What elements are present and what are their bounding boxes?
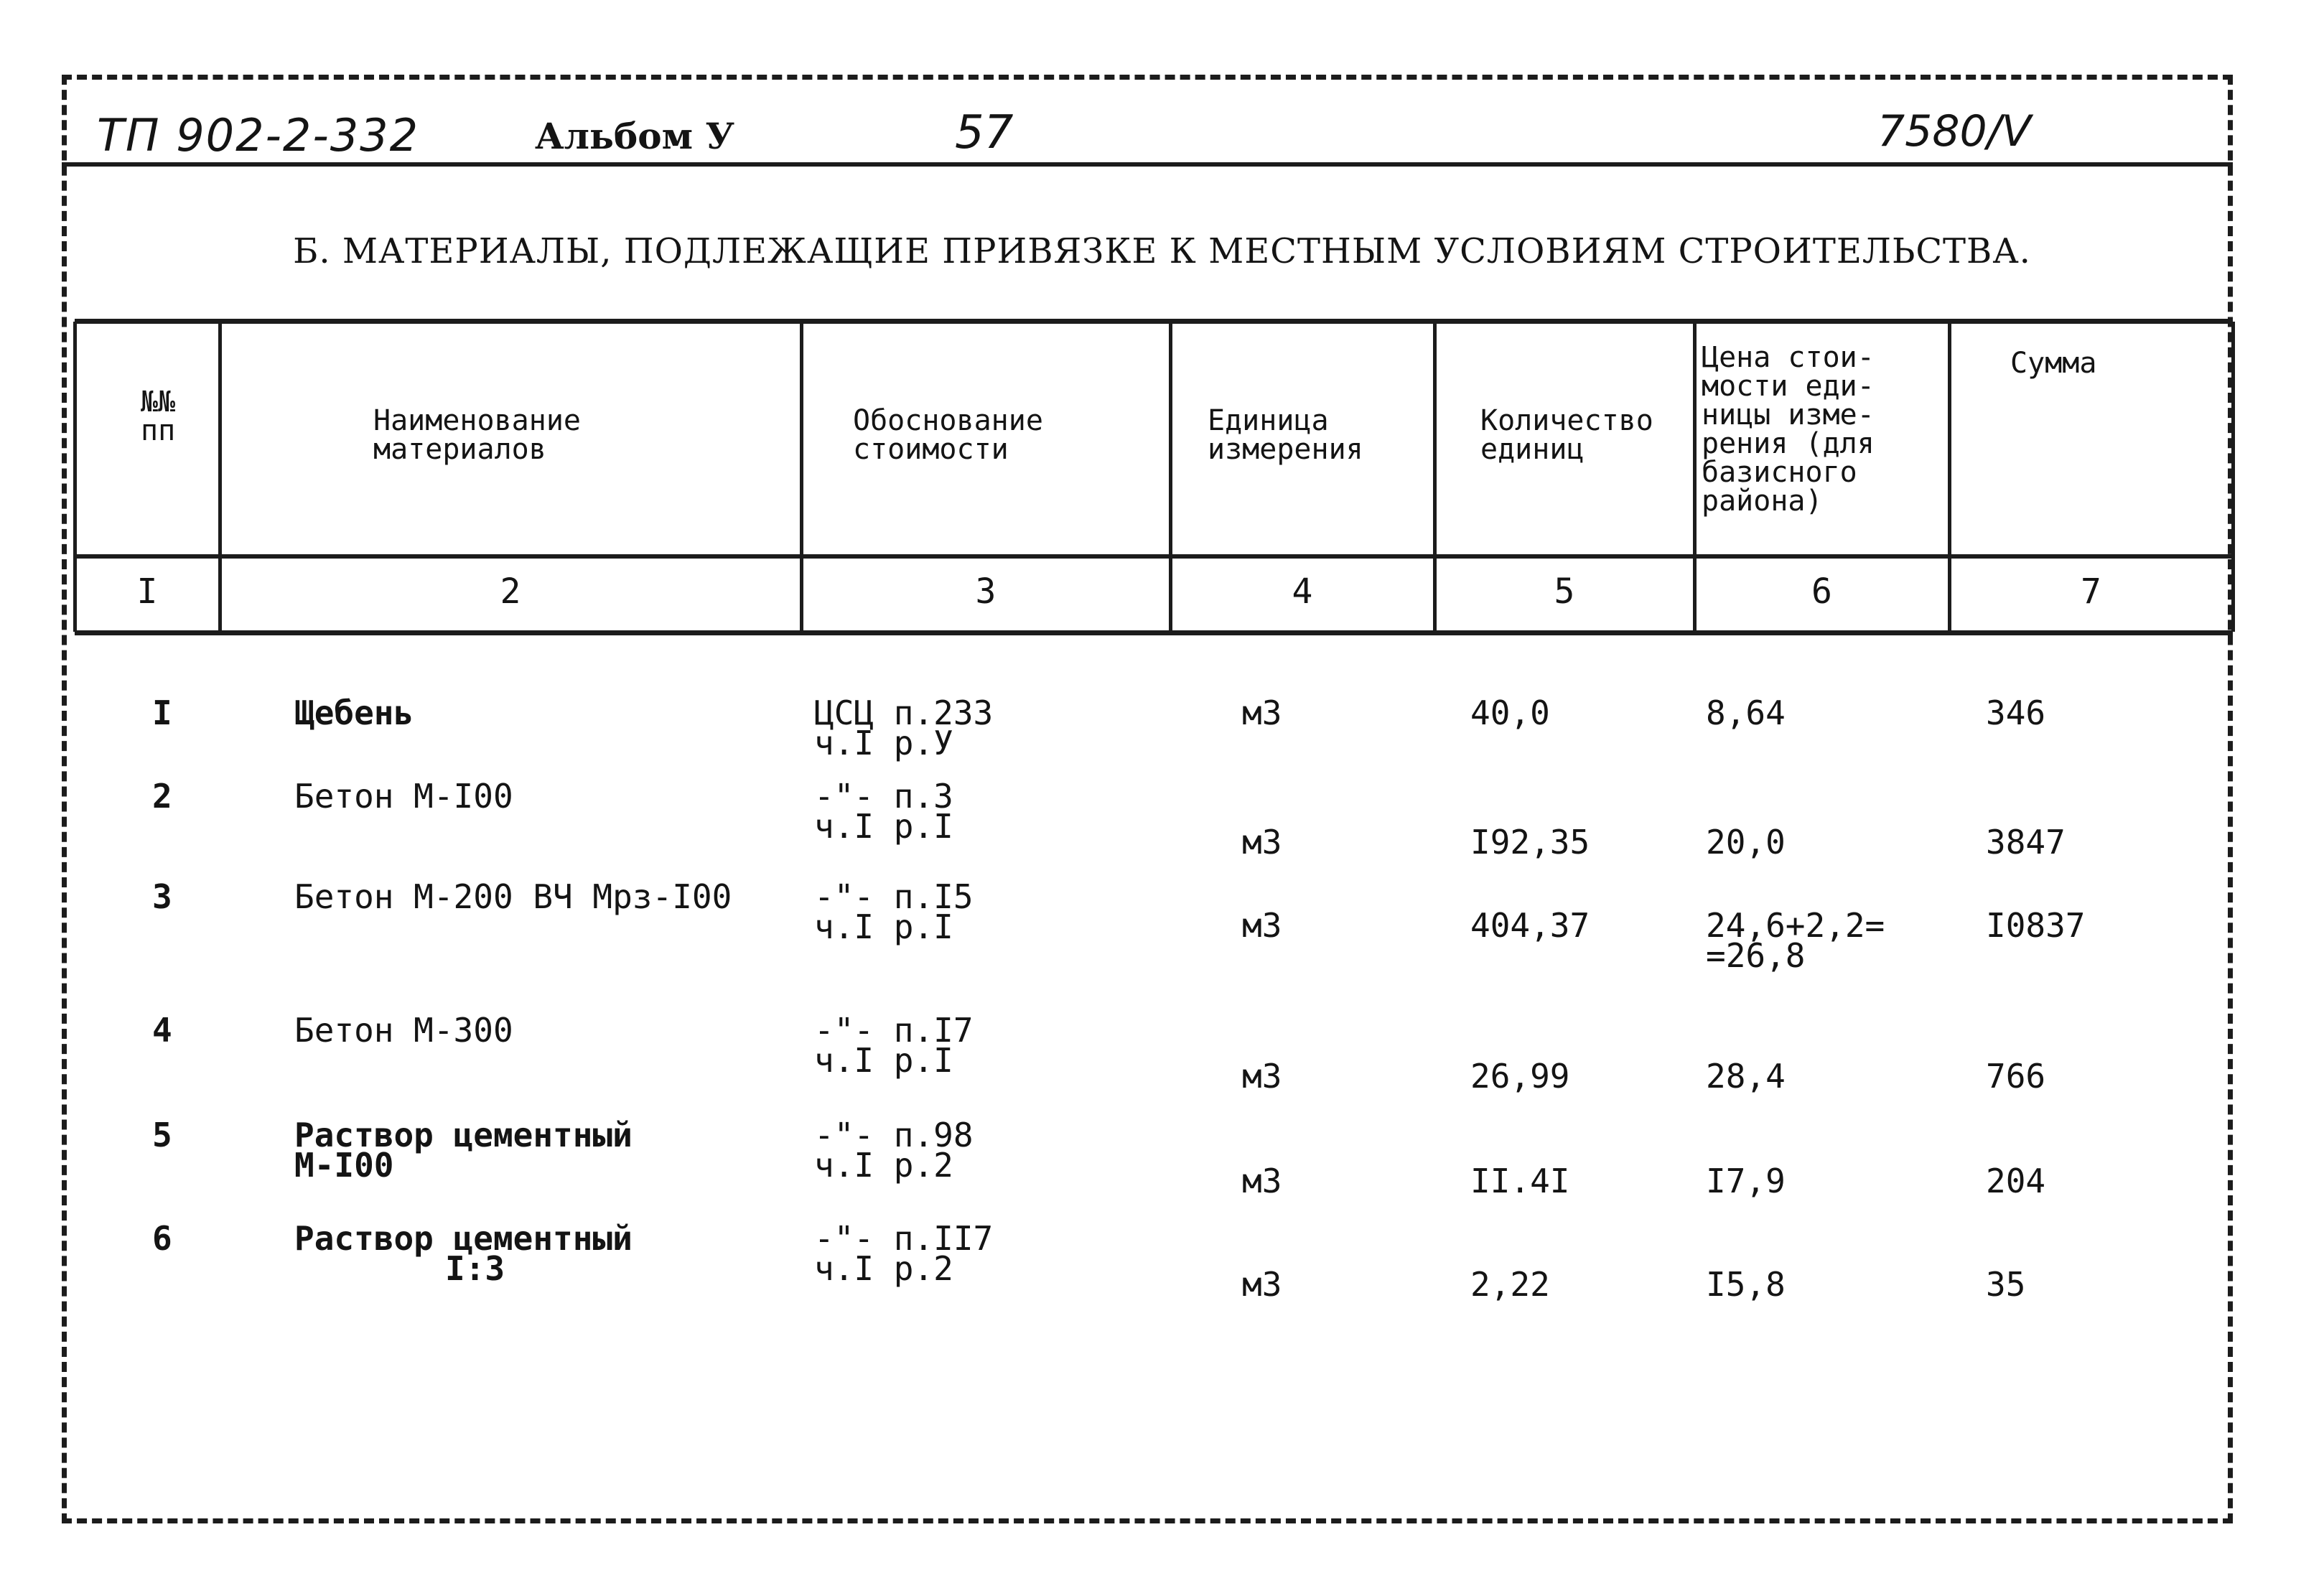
material-name: Бетон М-I00: [294, 777, 513, 816]
unit-price-cell: 20,0: [1706, 823, 1786, 862]
unit-cell: м3: [1242, 1162, 1282, 1200]
unit-price-cell: 28,4: [1706, 1057, 1786, 1096]
unit-cell: м3: [1242, 694, 1282, 732]
cost-basis: -"- п.3: [814, 777, 953, 816]
table-header-line: базиcного: [1702, 456, 1857, 489]
cost-basis: -"- п.I5: [814, 877, 974, 916]
unit-price-cell: 8,64: [1706, 694, 1786, 732]
row-number: 2: [152, 777, 172, 816]
material-name: Бетон М-200 ВЧ Мрз-I00: [294, 877, 732, 916]
cost-basis: ч.I р.2: [814, 1249, 953, 1288]
column-number: 6: [1811, 571, 1832, 612]
sum-cell: 204: [1986, 1162, 2046, 1200]
cost-basis: ч.I р.I: [814, 907, 953, 946]
project-code: ТП 902-2-332: [97, 109, 420, 162]
cost-basis: ч.I р.I: [814, 807, 953, 846]
quantity-cell: II.4I: [1470, 1162, 1570, 1200]
header-divider: [62, 162, 2233, 167]
table-header-line: пп: [141, 414, 176, 447]
table-header-cell: [2010, 349, 2096, 378]
table-header-line: единиц: [1480, 433, 1585, 466]
cost-basis: -"- п.I7: [814, 1011, 974, 1050]
unit-price-cell: I5,8: [1706, 1265, 1786, 1304]
cost-basis: -"- п.II7: [814, 1219, 994, 1258]
column-number: 4: [1292, 571, 1313, 612]
cost-basis: -"- п.98: [814, 1116, 974, 1154]
table-header-line: Цена стои-: [1702, 341, 1875, 374]
table-numbers-rule: [75, 630, 2233, 635]
unit-price-cell: 24,6+2,2=: [1706, 906, 1885, 945]
table-header-line: мости еди-: [1702, 370, 1875, 403]
row-number: 5: [152, 1116, 172, 1154]
row-number: I: [152, 694, 172, 732]
table-top-rule: [75, 319, 2233, 324]
quantity-cell: 2,22: [1470, 1265, 1550, 1304]
sum-cell: I0837: [1986, 906, 2086, 945]
cost-basis: ЦСЦ п.233: [814, 694, 994, 732]
table-header-cell: [1480, 406, 1653, 464]
table-header-cell: [141, 388, 175, 445]
quantity-cell: I92,35: [1470, 823, 1590, 862]
column-number: 7: [2081, 571, 2101, 612]
unit-cell: м3: [1242, 1057, 1282, 1096]
table-header-line: измерения: [1208, 433, 1363, 466]
table-header-line: ницы изме-: [1702, 398, 1875, 431]
material-name: Бетон М-300: [294, 1011, 513, 1050]
column-number: I: [136, 571, 158, 612]
column-number: 5: [1554, 571, 1575, 612]
table-header-rule: [75, 554, 2233, 559]
table-header-line: рения (для: [1702, 427, 1875, 460]
unit-price-cell: =26,8: [1706, 936, 1806, 975]
column-number: 2: [500, 571, 521, 612]
table-header-line: материалов: [373, 433, 546, 466]
row-number: 4: [152, 1011, 172, 1050]
material-name: Раствор цементный: [294, 1116, 633, 1154]
table-header-cell: [373, 406, 581, 464]
row-number: 3: [152, 877, 172, 916]
table-header-cell: [853, 406, 1043, 464]
cost-basis: ч.I р.У: [814, 724, 953, 762]
table-header-line: стоимости: [853, 433, 1009, 466]
sum-cell: 346: [1986, 694, 2046, 732]
table-header-cell: [1702, 341, 1875, 518]
material-name: Щебень: [294, 694, 414, 732]
table-header-line: №№: [141, 386, 176, 419]
row-number: 6: [152, 1219, 172, 1258]
unit-cell: м3: [1242, 1265, 1282, 1304]
section-title: Б. МАТЕРИАЛЫ, ПОДЛЕЖАЩИЕ ПРИВЯЗКЕ К МЕСТНЫМ УСЛОВИЯМ СТРОИТЕЛЬСТВА.: [293, 231, 2031, 271]
table-header-cell: [1208, 406, 1363, 464]
unit-cell: м3: [1242, 823, 1282, 862]
table-header-line: Единица: [1208, 404, 1329, 437]
table-header-line: района): [1702, 485, 1823, 518]
page-number: 57: [955, 106, 1014, 159]
sum-cell: 766: [1986, 1057, 2046, 1096]
sum-cell: 3847: [1986, 823, 2066, 862]
quantity-cell: 404,37: [1470, 906, 1590, 945]
cost-basis: ч.I р.I: [814, 1041, 953, 1080]
material-name: М-I00: [294, 1146, 394, 1185]
unit-price-cell: I7,9: [1706, 1162, 1786, 1200]
material-name: Раствор цементный: [294, 1219, 633, 1258]
sum-cell: 35: [1986, 1265, 2026, 1304]
doc-number: 7580/V: [1877, 106, 2031, 157]
table-header-line: Наименование: [373, 404, 581, 437]
column-number: 3: [975, 571, 997, 612]
quantity-cell: 26,99: [1470, 1057, 1570, 1096]
album-label: Альбом У: [535, 115, 735, 157]
cost-basis: ч.I р.2: [814, 1146, 953, 1185]
table-header-line: Сумма: [2010, 347, 2097, 380]
unit-cell: м3: [1242, 906, 1282, 945]
table-header-line: Количество: [1480, 404, 1653, 437]
quantity-cell: 40,0: [1470, 694, 1550, 732]
table-header-line: Обоснование: [853, 404, 1043, 437]
material-name: I:3: [445, 1249, 505, 1288]
